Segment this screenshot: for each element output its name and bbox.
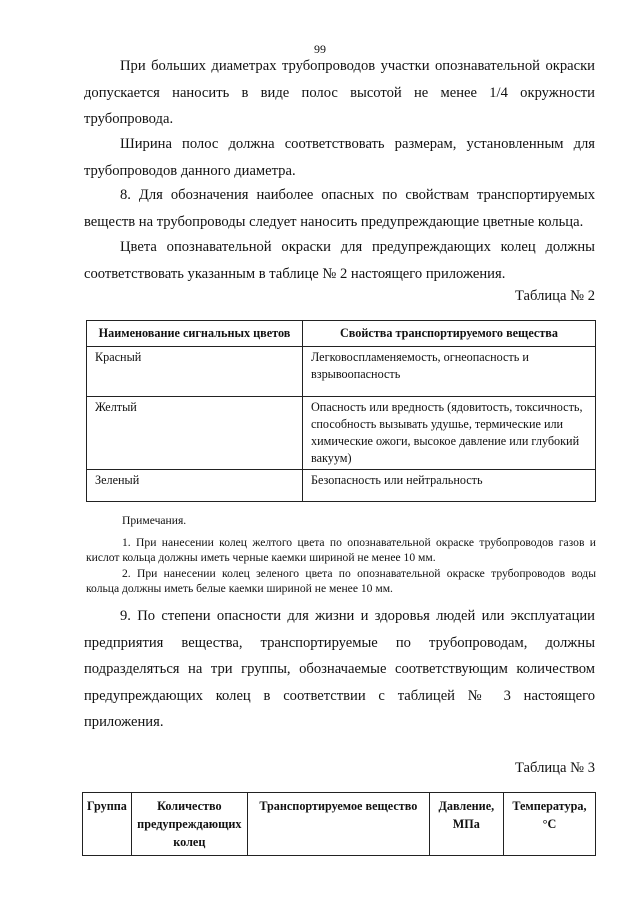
table-header-row <box>83 793 596 856</box>
header-substance: Транспортируемое вещество <box>247 793 429 856</box>
note-item: 2. При нанесении колец зеленого цвета по опознавательной окраске трубопроводов воды кольца должны иметь белые каемки шириной не менее 10 мм. <box>86 566 596 595</box>
header-temperature: Температура, °С <box>503 793 595 856</box>
paragraph-item-8 <box>84 182 595 235</box>
color-name: Желтый <box>87 397 303 470</box>
paragraph-text: 8. Для обозначения наиболее опасных по свойствам транспортируемых веществ на трубопроводы следует наносить предупреждающие цветные кольца. <box>84 187 595 230</box>
paragraph-ring-colors <box>84 234 595 287</box>
notes-title: Примечания. <box>122 514 187 527</box>
table-header-row <box>87 321 596 347</box>
table-row <box>87 470 596 502</box>
paragraph-item-9 <box>84 603 595 736</box>
property-text: Легковоспламеняемость, огнеопасность и взрывоопасность <box>303 347 596 397</box>
property-text: Безопасность или нейтральность <box>303 470 596 502</box>
header-signal-colors: Наименование сигнальных цветов <box>87 321 303 347</box>
table-3 <box>82 792 596 856</box>
property-text: Опасность или вредность (ядовитость, токсичность, способность вызывать удушье, термические или химические ожоги, высокое давление или глубокий вакуум) <box>303 397 596 470</box>
notes-block <box>86 513 596 597</box>
color-name: Красный <box>87 347 303 397</box>
paragraph-text: При больших диаметрах трубопроводов участки опознавательной окраски допускается наносить в виде полос высотой не менее 1/4 окружности трубопровода. <box>84 58 595 127</box>
paragraph-text: Цвета опознавательной окраски для предупреждающих колец должны соответствовать указанным в таблице № 2 настоящего приложения. <box>84 239 595 282</box>
paragraph-text: Ширина полос должна соответствовать размерам, установленным для трубопроводов данного диаметра. <box>84 136 595 179</box>
table-row <box>87 397 596 470</box>
header-ring-count: Количество предупреждающих колец <box>131 793 247 856</box>
header-substance-properties: Свойства транспортируемого вещества <box>303 321 596 347</box>
table3-caption: Таблица № 3 <box>515 760 595 776</box>
paragraph-stripe-width <box>84 131 595 184</box>
paragraph-text: 9. По степени опасности для жизни и здоровья людей или эксплуатации предприятия вещества, транспортируемые по трубопроводам, должны подразделяться на три группы, обозначаемые соответствующим количеством предупреждающих колец в соответствии с таблицей № 3 настоящего приложения. <box>84 608 595 730</box>
header-group: Группа <box>83 793 132 856</box>
table2-caption: Таблица № 2 <box>515 288 595 304</box>
page-number: 99 <box>314 42 326 56</box>
note-item: 1. При нанесении колец желтого цвета по опознавательной окраске трубопроводов газов и кислот кольца должны иметь черные каемки шириной не менее 10 мм. <box>86 535 596 564</box>
paragraph-stripe-marking <box>84 53 595 133</box>
table-row <box>87 347 596 397</box>
header-pressure: Давление, МПа <box>429 793 503 856</box>
color-name: Зеленый <box>87 470 303 502</box>
table-2 <box>86 320 596 502</box>
